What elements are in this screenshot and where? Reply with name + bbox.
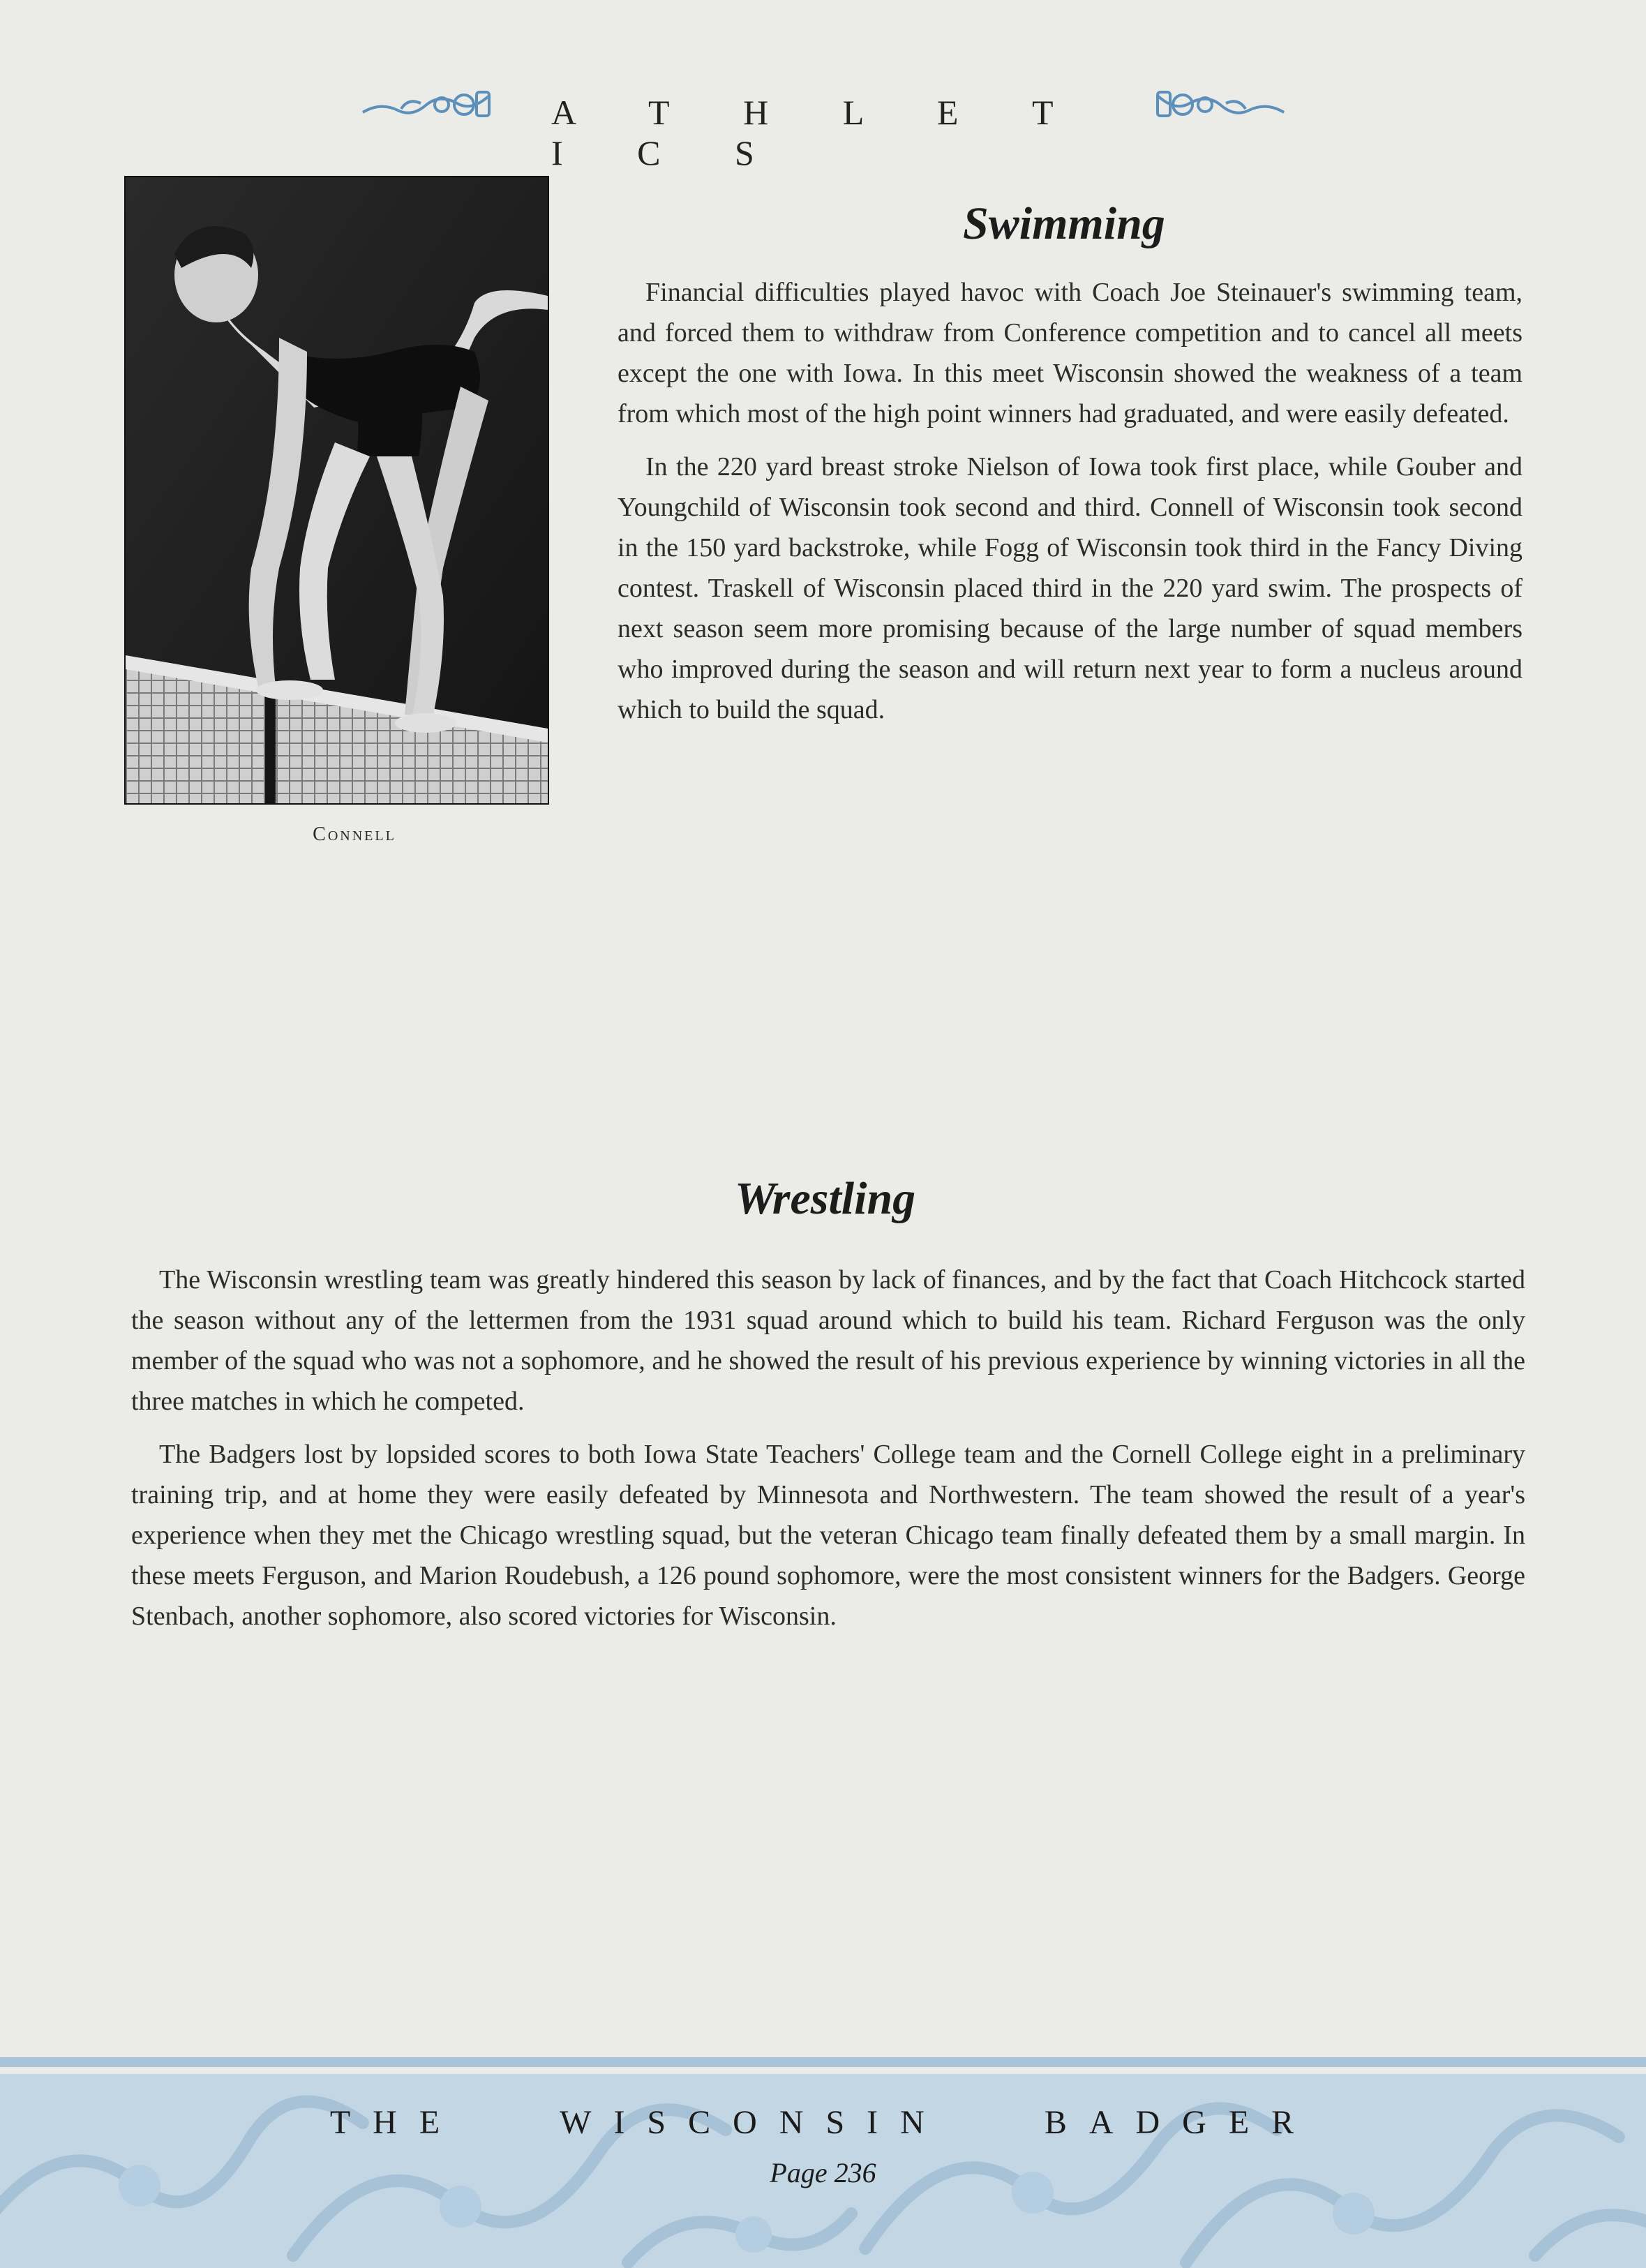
wrestling-paragraph-1: The Wisconsin wrestling team was greatly hindered this season by lack of finances, and by the fact that Coach Hitchcock started the season without any of the lettermen from the 1931 squad around which to build his team. Richard Ferguson was the only member of the squad who was not a sophomore, and he showed the result of his previous experience by winning victories in all the three matches in which he competed. (131, 1265, 1525, 1416)
footer-rule (0, 2057, 1646, 2067)
section-title: A T H L E T I C S (551, 93, 1086, 172)
swimming-article (618, 272, 1522, 743)
running-header (0, 84, 1646, 172)
scroll-ornament-right (1155, 88, 1287, 123)
publication-title-word-3: BADGER (1044, 2104, 1317, 2141)
scroll-ornament-left (359, 88, 492, 123)
footer-band (0, 2074, 1646, 2268)
page-number: Page 236 (770, 2157, 876, 2188)
publication-title-word-2: WISCONSIN (560, 2104, 947, 2141)
photo-caption: Connell (313, 823, 396, 845)
swimming-paragraph-2: In the 220 yard breast stroke Nielson of Iowa took first place, while Gouber and Youngchild of Wisconsin took second and third. Connell of Wisconsin took second in the 150 yard backstroke, while Fogg of Wisconsin took third in the Fancy Diving contest. Traskell of Wisconsin placed third in the 220 yard swim. The prospects of next season seem more promising because of the large number of squad members who improved during the season and will return next year to form a nucleus around which to build the squad. (618, 452, 1522, 724)
swimmer-illustration (126, 177, 548, 803)
swimming-heading: Swimming (963, 198, 1165, 249)
swimming-paragraph-1: Financial difficulties played havoc with Coach Joe Steinauer's swimming team, and forced them to withdraw from Conference competition and to cancel all meets except the one with Iowa. In this meet Wisconsin showed the weakness of a team from which most of the high point winners had graduated, and were easily defeated. (618, 278, 1522, 428)
wrestling-heading: Wrestling (735, 1173, 916, 1224)
wrestling-article (131, 1260, 1525, 1649)
wrestling-paragraph-2: The Badgers lost by lopsided scores to both Iowa State Teachers' College team and the Cornell College eight in a preliminary training trip, and at home they were easily defeated by Minnesota and Northwestern. The team showed the result of a year's experience when they met the Chicago wrestling squad, but the veteran Chicago team finally defeated them by a small margin. In these meets Ferguson, and Marion Roudebush, a 126 pound sophomore, were the most consistent winners for the Badgers. George Stenbach, another sophomore, also scored victories for Wisconsin. (131, 1440, 1525, 1631)
swimmer-photo (124, 176, 549, 805)
publication-title (0, 2103, 1646, 2142)
publication-title-word-1: THE (329, 2104, 463, 2141)
